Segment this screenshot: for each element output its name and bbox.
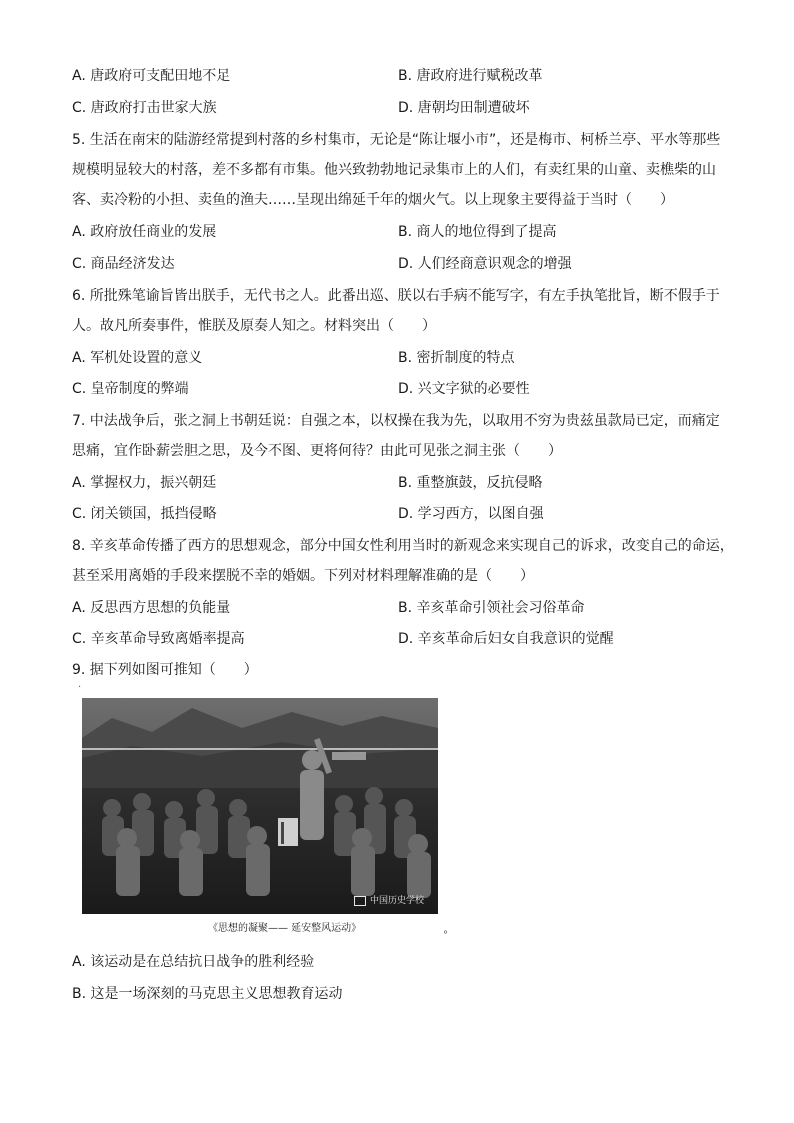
q4-option-a[interactable]: A. 唐政府可支配田地不足 (72, 68, 231, 84)
q5-option-d[interactable]: D. 人们经商意识观念的增强 (398, 256, 572, 272)
q8-stem-line-1: 8. 辛亥革命传播了西方的思想观念，部分中国女性利用当时的新观念来实现自己的诉求，改变自己的命运， (72, 538, 734, 554)
q6-option-c[interactable]: C. 皇帝制度的弊端 (72, 381, 189, 397)
photo-watermark (354, 893, 424, 906)
q4-option-d[interactable]: D. 唐朝均田制遭破坏 (398, 100, 530, 116)
watermark-text: 中国历史学校 (369, 896, 424, 906)
q7-stem-line-1: 7. 中法战争后，张之洞上书朝廷说：自强之本，以权操在我为先，以取用不穷为贵兹虽款局已定，而痛定 (72, 413, 720, 429)
q5-option-a[interactable]: A. 政府放任商业的发展 (72, 224, 217, 240)
q5-stem-line-2: 规模明显较大的村落，差不多都有市集。他兴致勃勃地记录集市上的人们，有卖红果的山童、卖樵柴的山 (72, 162, 716, 178)
q4-option-c[interactable]: C. 唐政府打击世家大族 (72, 100, 217, 116)
q9-stem: 9. 据下列如图可推知（ ） (72, 662, 258, 678)
q6-stem-line-1: 6. 所批殊笔谕旨皆出朕手，无代书之人。此番出巡、朕以右手病不能写字，有左手执笔批旨，断不假手于 (72, 288, 720, 304)
q8-option-b[interactable]: B. 辛亥革命引领社会习俗革命 (398, 600, 585, 616)
q5-stem-line-3: 客、卖冷粉的小担、卖鱼的渔夫……呈现出绵延千年的烟火气。以上现象主要得益于当时（ ） (72, 192, 674, 208)
q8-option-a[interactable]: A. 反思西方思想的负能量 (72, 600, 231, 616)
q8-option-c[interactable]: C. 辛亥革命导致离婚率提高 (72, 631, 245, 647)
q5-option-c[interactable]: C. 商品经济发达 (72, 256, 175, 272)
q6-option-d[interactable]: D. 兴文字狱的必要性 (398, 381, 530, 397)
watermark-logo-icon (354, 896, 366, 906)
q5-stem-line-1: 5. 生活在南宋的陆游经常提到村落的乡村集市，无论是“陈让堰小市”，还是梅市、柯桥兰亭、平水等那些 (72, 132, 721, 148)
q7-stem-line-2: 思痛，宜作卧薪尝胆之思，及今不图、更将何待？由此可见张之洞主张（ ） (72, 443, 562, 459)
photo-illustration (82, 698, 438, 914)
q7-option-d[interactable]: D. 学习西方，以图自强 (398, 506, 544, 522)
q5-option-b[interactable]: B. 商人的地位得到了提高 (398, 224, 557, 240)
q6-option-b[interactable]: B. 密折制度的特点 (398, 350, 515, 366)
q6-option-a[interactable]: A. 军机处设置的意义 (72, 350, 203, 366)
q6-stem-line-2: 人。故凡所奏事件，惟朕及原奏人知之。材料突出（ ） (72, 318, 436, 334)
scan-speck: · (78, 682, 82, 693)
q7-option-a[interactable]: A. 掌握权力，振兴朝廷 (72, 475, 217, 491)
scan-speck: ° (443, 930, 448, 941)
q8-stem-line-2: 甚至采用离婚的手段来摆脱不幸的婚姻。下列对材料理解准确的是（ ） (72, 568, 534, 584)
q8-option-d[interactable]: D. 辛亥革命后妇女自我意识的觉醒 (398, 631, 614, 647)
q7-option-c[interactable]: C. 闭关锁国，抵挡侵略 (72, 506, 217, 522)
photo-caption: 《思想的凝聚—— 延安整风运动》 (208, 923, 362, 934)
historical-photo (82, 698, 438, 914)
q9-option-a[interactable]: A. 该运动是在总结抗日战争的胜利经验 (72, 954, 315, 970)
q9-option-b[interactable]: B. 这是一场深刻的马克思主义思想教育运动 (72, 986, 343, 1002)
q7-option-b[interactable]: B. 重整旗鼓，反抗侵略 (398, 475, 543, 491)
q4-option-b[interactable]: B. 唐政府进行赋税改革 (398, 68, 543, 84)
